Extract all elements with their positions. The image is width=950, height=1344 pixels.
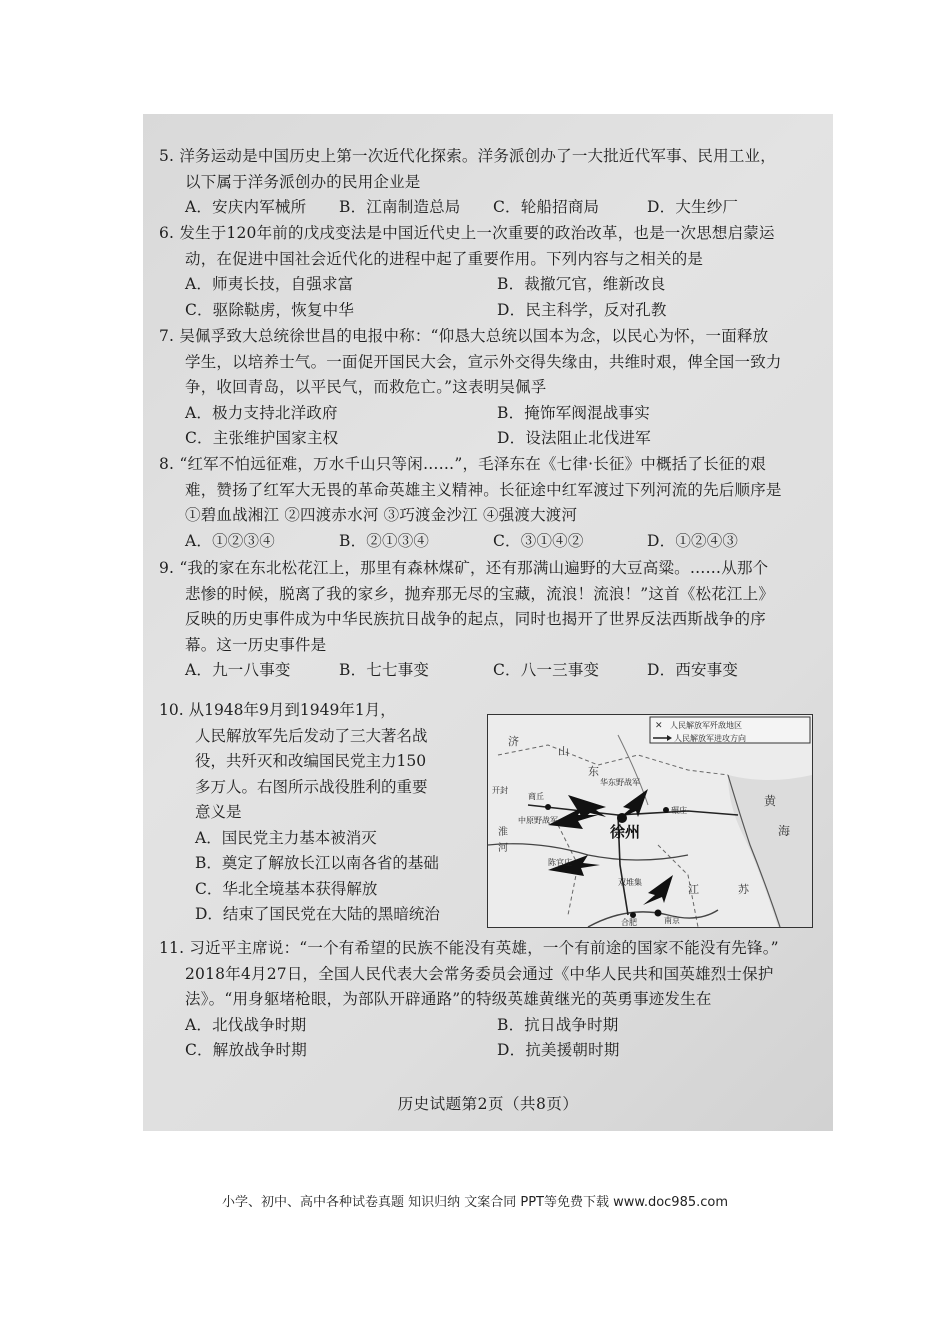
city-xuzhou: [617, 813, 627, 823]
question-9-line-2: 悲惨的时候，脱离了我的家乡，抛弃那无尽的宝藏，流浪！流浪！”这首《松花江上》: [185, 584, 775, 603]
option-c[interactable]: C．轮船招商局: [493, 198, 600, 216]
question-10-line-1: 10. 从1948年9月到1949年1月，: [159, 701, 396, 719]
label-hefei: 合肥: [621, 918, 637, 927]
option-c[interactable]: C．③①④②: [493, 531, 584, 550]
option-a[interactable]: A．国民党主力基本被消灭: [195, 828, 377, 847]
option-b[interactable]: B．掩饰军阀混战事实: [497, 403, 650, 422]
label-shangqiu: 商丘: [528, 792, 544, 801]
label-su: 苏: [738, 883, 749, 896]
option-c[interactable]: C．华北全境基本获得解放: [195, 879, 378, 898]
question-10: [159, 698, 479, 928]
page-number: 历史试题第2页（共8页）: [397, 1095, 579, 1113]
question-10-line-4: 多万人。右图所示战役胜利的重要: [195, 777, 428, 796]
label-huang: 黄: [764, 794, 777, 808]
option-c[interactable]: C．八一三事变: [493, 661, 600, 679]
option-b[interactable]: B．奠定了解放长江以南各省的基础: [195, 854, 439, 872]
question-9: [159, 556, 823, 684]
option-b[interactable]: B．裁撤冗官，维新改良: [497, 275, 666, 293]
question-6-options-row-1: [159, 272, 823, 298]
question-11-line-2: 2018年4月27日，全国人民代表大会常务委员会通过《中华人民共和国英雄烈士保护: [185, 964, 774, 983]
question-8-options: [159, 529, 823, 555]
question-11: [159, 936, 823, 1064]
question-9-options: [159, 658, 823, 684]
label-ji: 济: [508, 735, 519, 748]
question-6: [159, 221, 823, 323]
question-7-line-2: 学生，以培养士气。一面促开国民大会，宣示外交得失缘由，共维时艰，俾全国一致力: [185, 352, 782, 371]
option-c[interactable]: C．主张维护国家主权: [185, 429, 339, 447]
option-d[interactable]: D．民主科学，反对孔教: [497, 300, 667, 319]
option-d[interactable]: D．大生纱厂: [647, 198, 739, 216]
label-dong: 东: [588, 765, 599, 778]
option-a[interactable]: A．九一八事变: [185, 661, 291, 679]
label-xuzhou: 徐州: [610, 823, 641, 841]
exam-page-photo: [143, 114, 833, 1131]
legend-item-annihilation: 人民解放军歼敌地区: [670, 721, 742, 730]
question-7-options-row-2: [159, 426, 823, 452]
option-c[interactable]: C．驱除鞑虏，恢复中华: [185, 300, 355, 319]
question-6-line-1: 6. 发生于120年前的戊戌变法是中国近代史上一次重要的政治改革，也是一次思想启蒙运: [159, 224, 775, 242]
question-8: [159, 452, 823, 554]
question-11-line-3: 法》。“用身躯堵枪眼，为部队开辟通路”的特级英雄黄继光的英勇事迹发生在: [185, 990, 712, 1008]
question-9-line-3: 反映的历史事件成为中华民族抗日战争的起点，同时也揭开了世界反法西斯战争的序: [185, 610, 766, 628]
question-11-line-1: 11. 习近平主席说：“一个有希望的民族不能没有英雄，一个有前途的国家不能没有先锋。”: [159, 939, 779, 957]
option-a[interactable]: A．①②③④: [185, 531, 275, 550]
option-a[interactable]: A．极力支持北洋政府: [185, 403, 338, 422]
option-d[interactable]: D．抗美援朝时期: [497, 1041, 620, 1059]
legend-item-attack: 人民解放军进攻方向: [674, 734, 746, 743]
option-b[interactable]: B．七七事变: [339, 661, 430, 679]
question-10-line-2: 人民解放军先后发动了三大著名战: [195, 726, 428, 745]
option-d[interactable]: D．结束了国民党在大陆的黑暗统治: [195, 905, 440, 923]
label-shuangduiji: 双堆集: [618, 878, 642, 887]
question-9-line-1: 9. “我的家在东北松花江上，那里有森林煤矿，还有那满山遍野的大豆高粱。……从那个: [159, 559, 769, 577]
question-6-options-row-2: [159, 298, 823, 324]
label-nianzhuang: 碾庄: [671, 806, 687, 815]
question-8-line-1: 8. “红军不怕远征难，万水千山只等闲……”，毛泽东在《七律·长征》中概括了长征的艰: [159, 455, 766, 473]
question-7-options-row-1: [159, 401, 823, 427]
question-5-line-1: 5. 洋务运动是中国历史上第一次近代化探索。洋务派创办了一大批近代军事、民用工业，: [159, 147, 776, 165]
option-d[interactable]: D．设法阻止北伐进军: [497, 429, 651, 447]
option-a[interactable]: A．安庆内军械所: [185, 198, 307, 216]
question-5-line-2: 以下属于洋务派创办的民用企业是: [185, 172, 421, 191]
option-a[interactable]: A．师夷长技，自强求富: [185, 275, 354, 293]
question-8-line-3: ①碧血战湘江 ②四渡赤水河 ③巧渡金沙江 ④强渡大渡河: [185, 506, 578, 524]
label-he: 河: [498, 843, 508, 854]
question-6-line-2: 动，在促进中国社会近代化的进程中起了重要作用。下列内容与之相关的是: [185, 249, 704, 268]
label-east-china-army: 华东野战军: [600, 778, 640, 787]
question-7-line-1: 7. 吴佩孚致大总统徐世昌的电报中称：“仰恳大总统以国本为念，以民心为怀，一面释放: [159, 327, 769, 345]
label-jiang: 江: [688, 883, 699, 896]
download-site-footer: 小学、初中、高中各种试卷真题 知识归纳 文案合同 PPT等免费下载 www.doc985.com: [221, 1195, 729, 1210]
question-8-line-2: 难，赞扬了红军大无畏的革命英雄主义精神。长征途中红军渡过下列河流的先后顺序是: [185, 480, 782, 499]
huaihai-campaign-map: [487, 714, 813, 928]
question-5: [159, 144, 823, 221]
question-7: [159, 324, 823, 452]
legend-cross-icon: ✕: [655, 721, 663, 731]
label-nanjing: 南京: [664, 916, 680, 925]
label-shan: 山: [558, 745, 569, 758]
option-b[interactable]: B．江南制造总局: [339, 198, 461, 216]
option-b[interactable]: B．抗日战争时期: [497, 1015, 619, 1034]
label-central-plains-army: 中原野战军: [518, 816, 558, 825]
question-11-options-row-2: [159, 1038, 823, 1064]
option-a[interactable]: A．北伐战争时期: [185, 1015, 307, 1034]
question-11-options-row-1: [159, 1013, 823, 1039]
label-kaifeng: 开封: [492, 786, 508, 795]
label-hai: 海: [778, 824, 791, 838]
question-5-options: [159, 195, 823, 221]
question-10-line-5: 意义是: [195, 803, 242, 821]
option-d[interactable]: D．西安事变: [647, 661, 739, 679]
label-huai: 淮: [498, 827, 508, 838]
option-c[interactable]: C．解放战争时期: [185, 1041, 307, 1059]
question-9-line-4: 幕。这一历史事件是: [185, 635, 327, 654]
option-b[interactable]: B．②①③④: [339, 531, 430, 550]
city-nanjing: [655, 910, 662, 917]
label-chenguanzhuang: 陈官庄: [548, 858, 572, 867]
question-7-line-3: 争，收回青岛，以平民气，而救危亡。”这表明吴佩孚: [185, 378, 547, 396]
question-10-line-3: 役，共歼灭和改编国民党主力150: [195, 752, 427, 770]
option-d[interactable]: D．①②④③: [647, 531, 739, 550]
